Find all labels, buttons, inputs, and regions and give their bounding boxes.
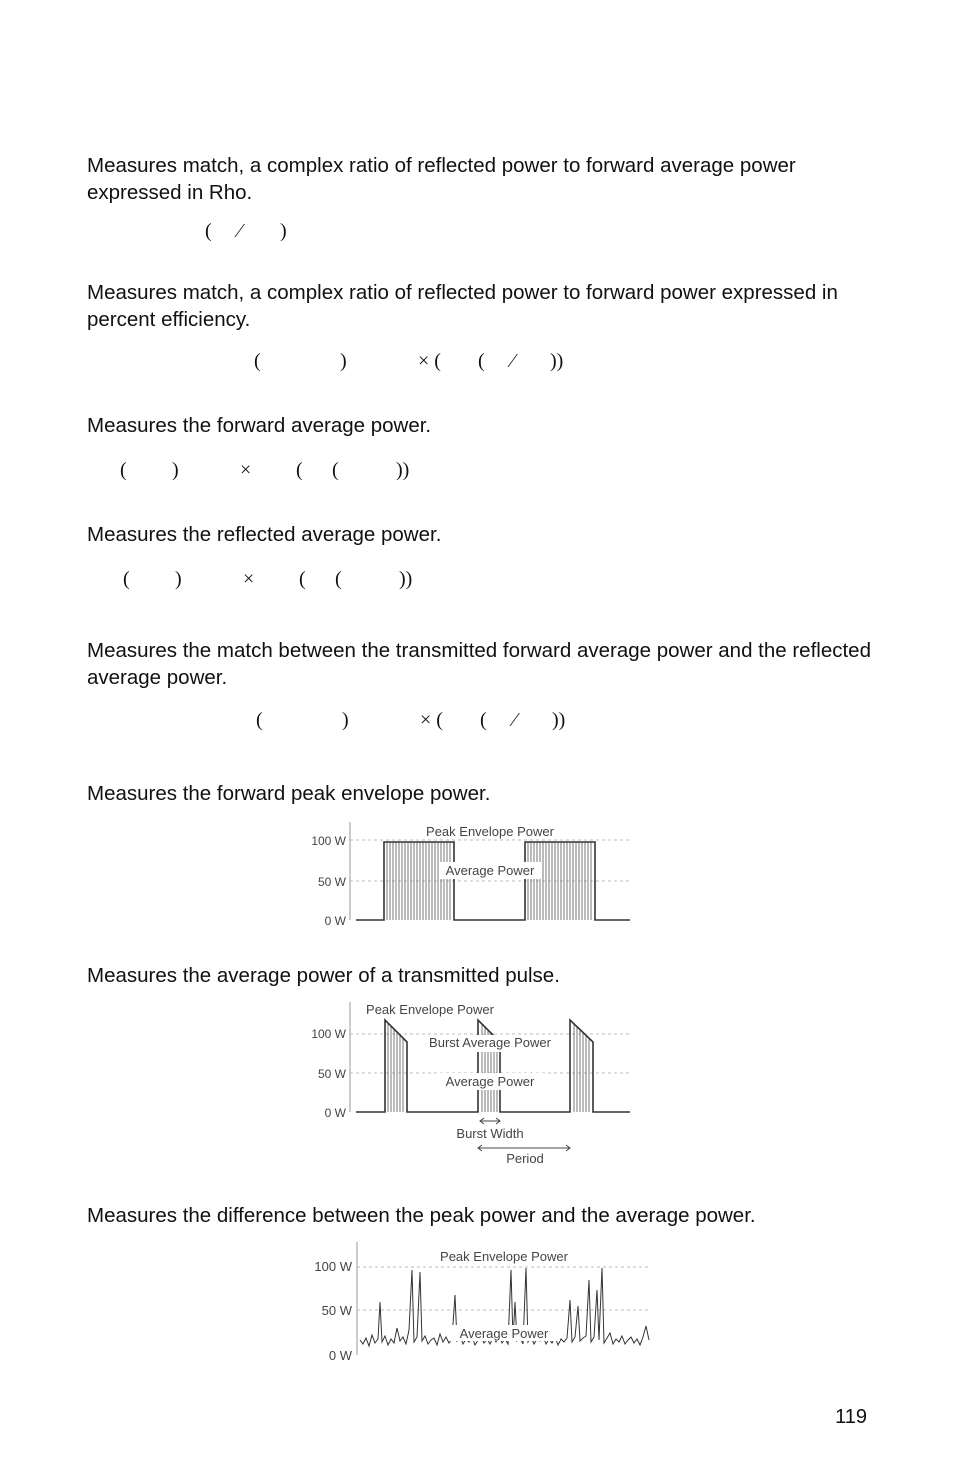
formula-forward-average: ( ) × ( ( )) (120, 459, 410, 481)
fig3-ytick-50: 50 W (321, 1303, 352, 1318)
paragraph-crest-factor: Measures the difference between the peak power and the average power. (87, 1204, 756, 1227)
fig2-ytick-100: 100 W (311, 1027, 346, 1041)
figure-peak-envelope-power (300, 820, 635, 930)
fig2-label-burst-average: Burst Average Power (429, 1035, 551, 1050)
fig2-burst-1 (388, 1024, 403, 1112)
fig3-ytick-0: 0 W (328, 1348, 352, 1363)
paragraph-reflected-average: Measures the reflected average power. (87, 523, 442, 546)
fig1-ytick-50: 50 W (317, 875, 346, 889)
fig2-ytick-0: 0 W (324, 1106, 346, 1120)
formula-reflected-average: ( ) × ( ( )) (123, 568, 413, 590)
fig2-ytick-50: 50 W (317, 1067, 346, 1081)
figure-burst-average-power (300, 1000, 635, 1170)
fig1-label-average: Average Power (445, 863, 535, 878)
paragraph-reflection-rho: Measures match, a complex ratio of reflected power to forward average power expressed in Rho. (87, 154, 796, 204)
fig2-label-burst-width: Burst Width (456, 1126, 524, 1141)
fig3-label-average: Average Power (459, 1326, 549, 1341)
fig1-envelope (356, 842, 630, 920)
fig3-ytick-100: 100 W (314, 1259, 352, 1274)
fig2-label-average: Average Power (445, 1074, 535, 1089)
fig2-burst-3 (574, 1024, 589, 1112)
fig1-ytick-0: 0 W (324, 914, 346, 928)
fig2-burst-width-arrow (480, 1118, 500, 1124)
page-number: 119 (835, 1406, 867, 1428)
formula-rho: ( ⁄ ) (205, 220, 287, 242)
paragraph-percent-efficiency: Measures match, a complex ratio of reflected power to forward power expressed in percent efficiency. (87, 281, 838, 331)
figure-crest-factor (300, 1240, 655, 1365)
fig1-label-peak: Peak Envelope Power (426, 824, 554, 839)
formula-percent-efficiency: ( ) × ( ( ⁄ )) (254, 350, 564, 372)
fig1-burst-2 (528, 842, 591, 920)
fig1-ytick-100: 100 W (311, 834, 346, 848)
formula-match: ( ) × ( ( ⁄ )) (256, 709, 566, 731)
fig3-label-peak: Peak Envelope Power (440, 1249, 568, 1264)
paragraph-burst-average: Measures the average power of a transmitted pulse. (87, 964, 560, 987)
fig2-label-peak: Peak Envelope Power (366, 1002, 494, 1017)
fig2-label-period: Period (506, 1151, 544, 1166)
paragraph-match: Measures the match between the transmitted forward average power and the reflected average power. (87, 639, 871, 689)
paragraph-forward-peak-envelope: Measures the forward peak envelope power. (87, 782, 491, 805)
paragraph-forward-average: Measures the forward average power. (87, 414, 432, 437)
